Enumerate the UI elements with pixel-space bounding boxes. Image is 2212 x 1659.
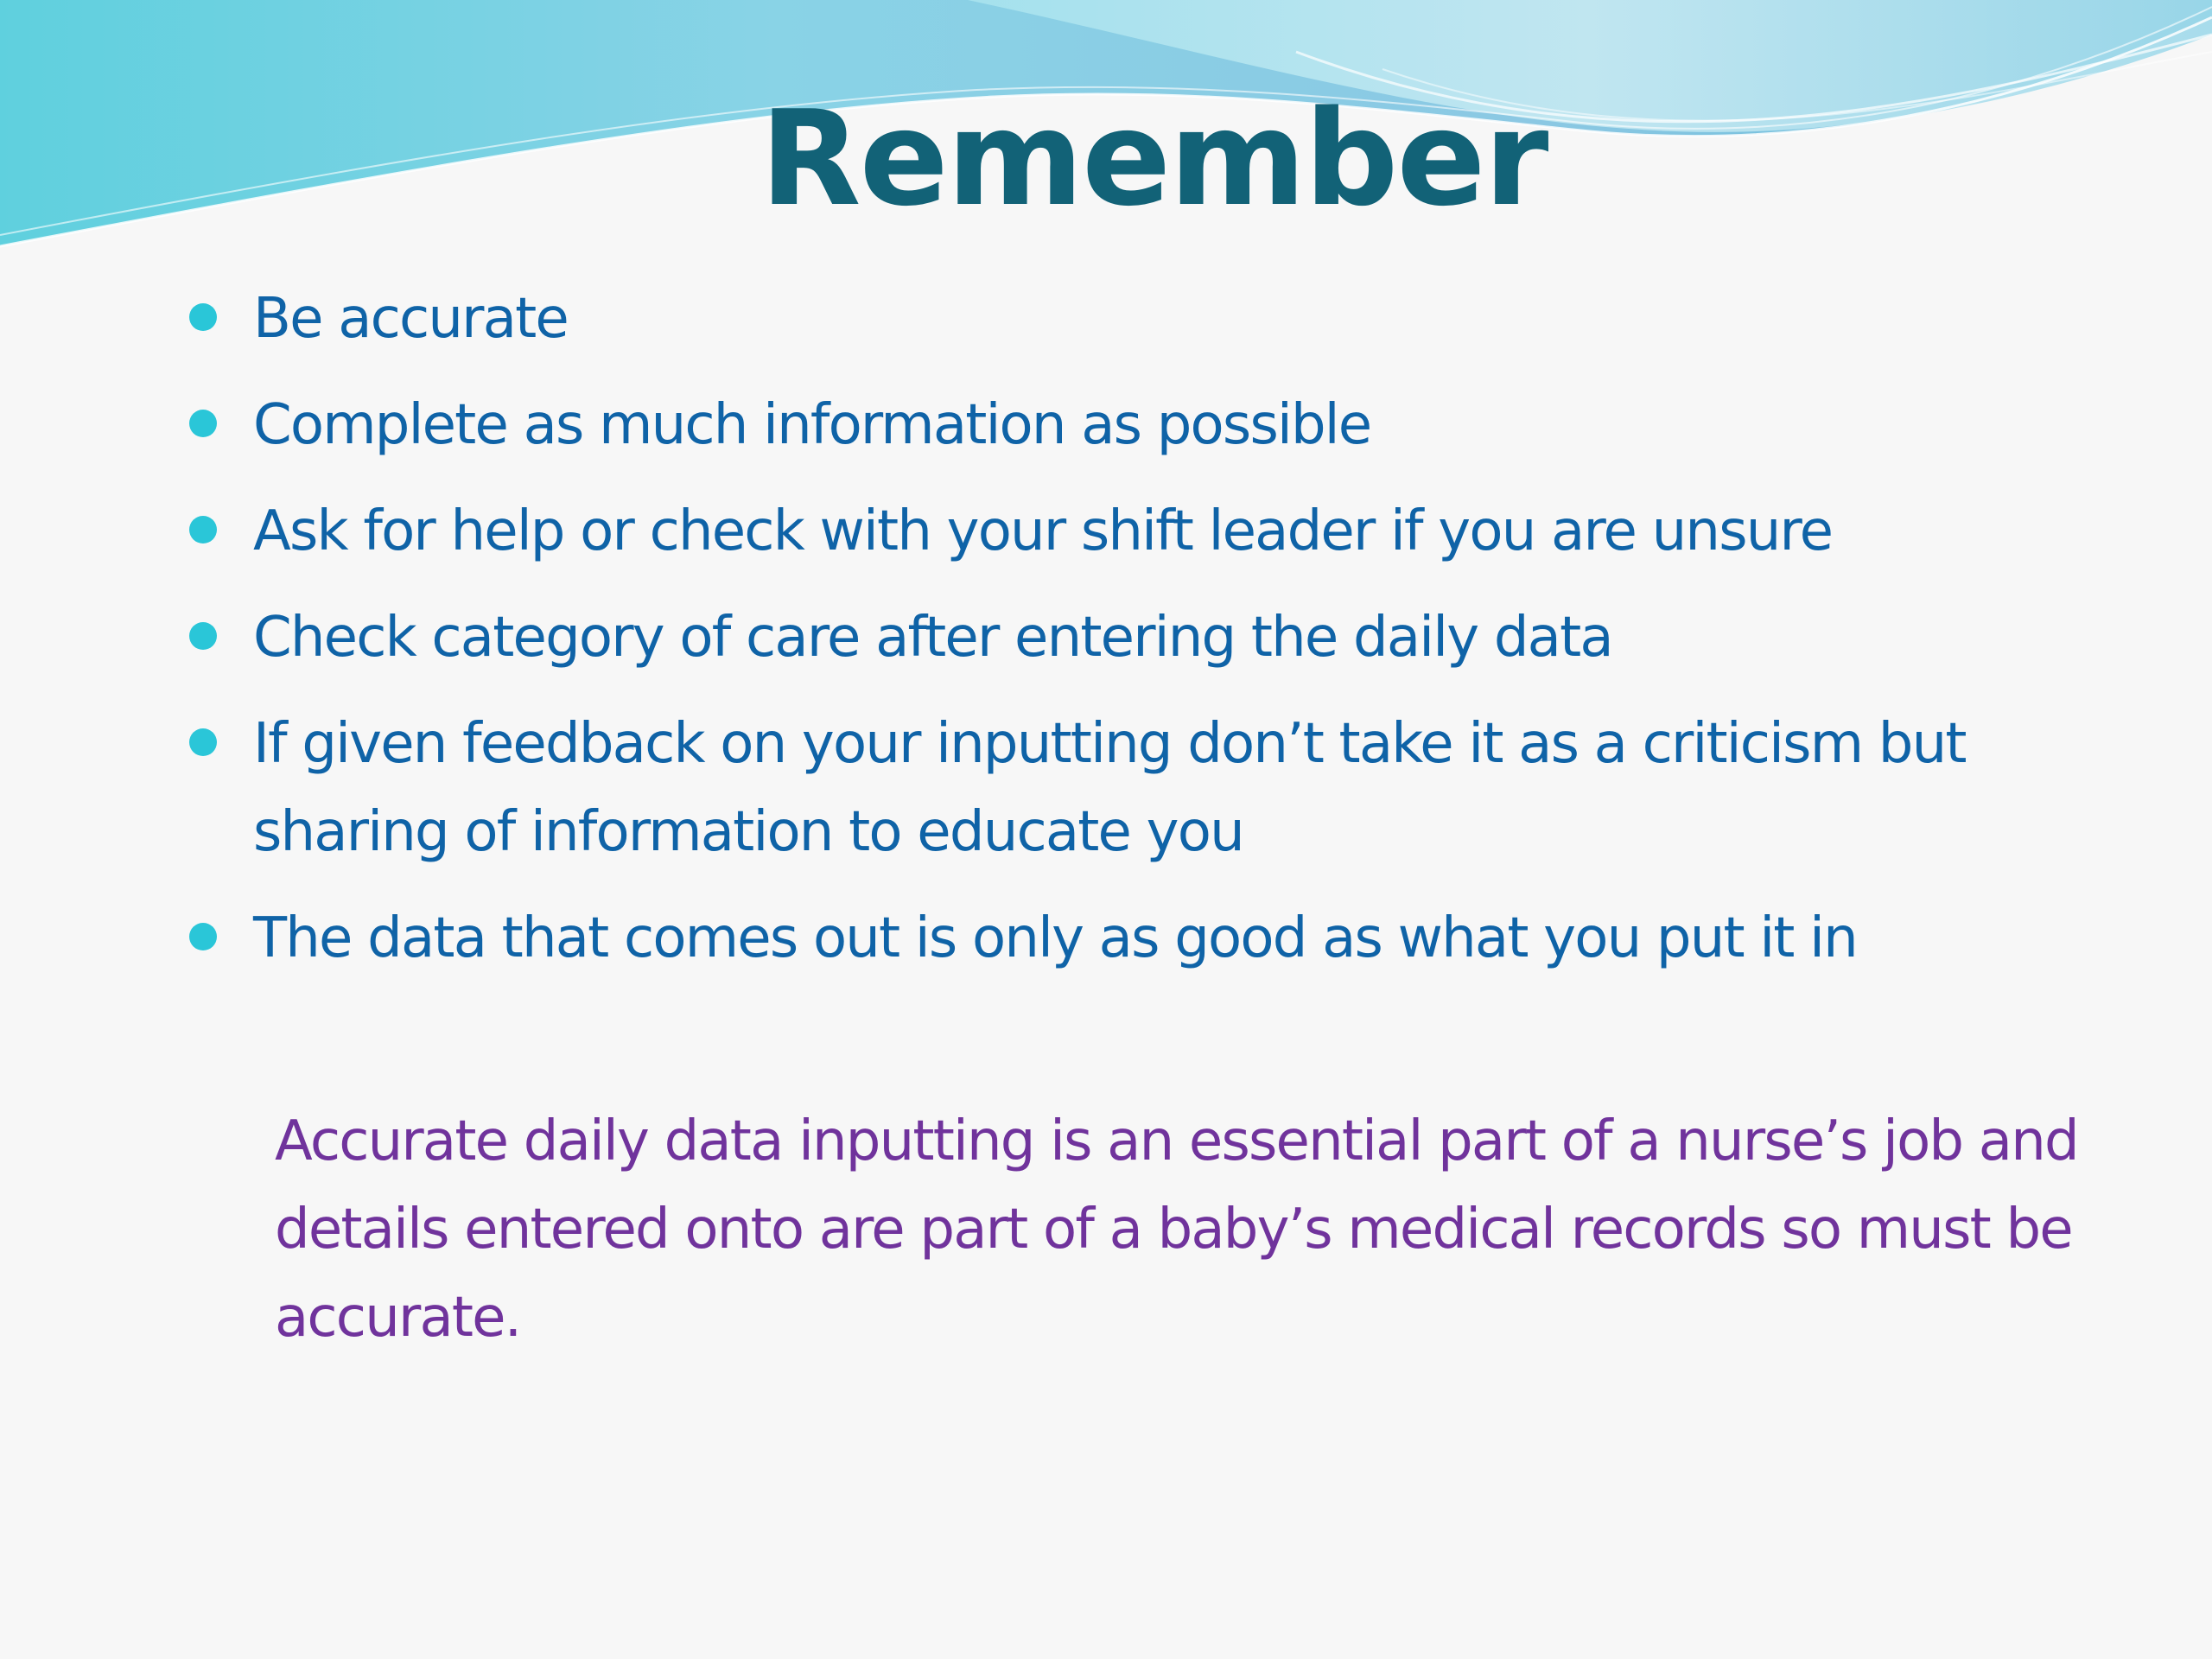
bullet-list <box>186 275 2121 1001</box>
bullet-dot-icon <box>189 303 217 331</box>
bullet-item <box>186 487 2121 575</box>
bullet-item <box>186 894 2121 982</box>
slide-title: Remember <box>760 82 1548 235</box>
bullet-item <box>186 594 2121 682</box>
bullet-dot-icon <box>189 516 217 543</box>
bullet-text: Ask for help or check with your shift leader if you are unsure <box>253 499 1833 563</box>
bullet-text: Check category of care after entering the daily data <box>253 606 1612 670</box>
bullet-text: If given feedback on your inputting don’t take it as a criticism but sharing of information to educate you <box>253 712 1966 864</box>
bullet-item <box>186 381 2121 469</box>
bullet-dot-icon <box>189 923 217 950</box>
bullet-item <box>186 275 2121 363</box>
bullet-text: Be accurate <box>253 287 568 351</box>
bullet-item <box>186 700 2121 876</box>
bullet-dot-icon <box>189 622 217 650</box>
bullet-dot-icon <box>189 410 217 437</box>
bullet-dot-icon <box>189 728 217 756</box>
bullet-text: Complete as much information as possible <box>253 393 1371 457</box>
bullet-text: The data that comes out is only as good as what you put it in <box>253 906 1857 970</box>
summary-note: Accurate daily data inputting is an essential part of a nurse’s job and details entered onto are part of a baby’s medical records so must be accurate. <box>275 1109 2078 1350</box>
